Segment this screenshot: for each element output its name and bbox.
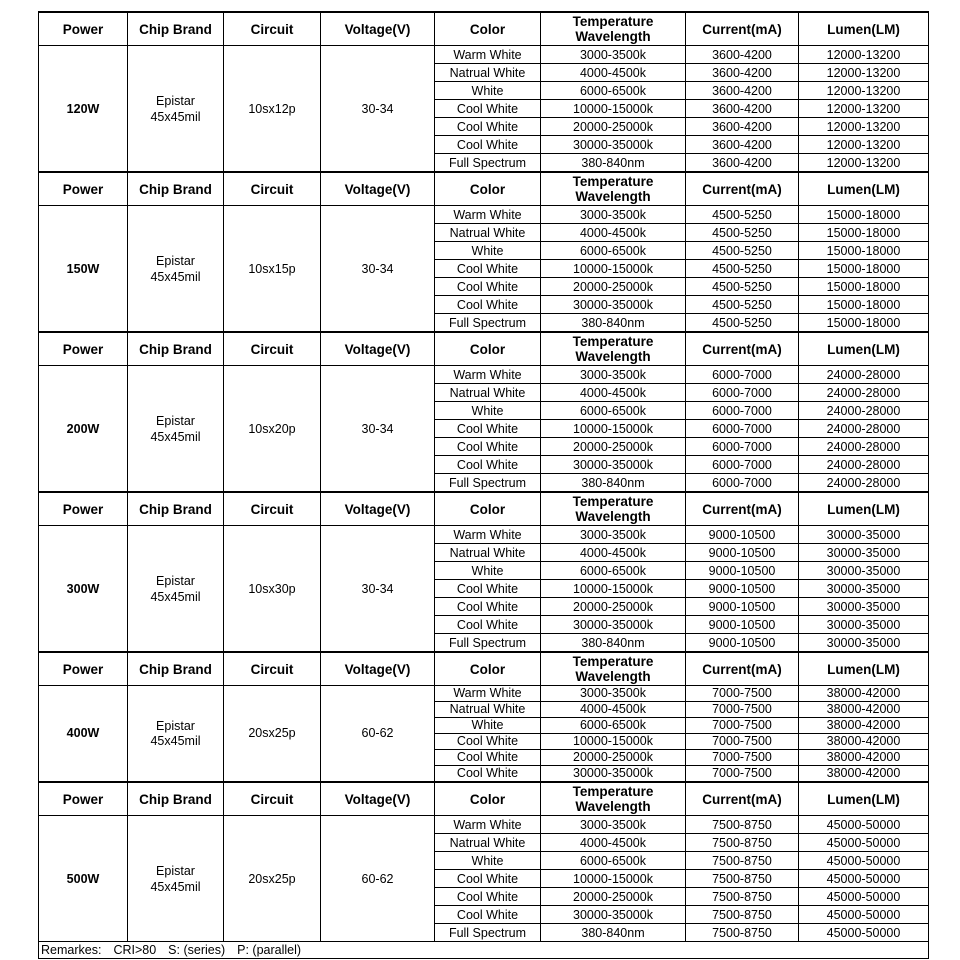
header-chip-brand: Chip Brand: [128, 172, 224, 206]
circuit-cell: 10sx30p: [224, 526, 321, 653]
current-cell: 6000-7000: [686, 456, 799, 474]
header-temperature-line2: Wavelength: [575, 189, 651, 204]
current-cell: 7500-8750: [686, 834, 799, 852]
lumen-cell: 15000-18000: [799, 224, 929, 242]
current-cell: 7000-7500: [686, 750, 799, 766]
lumen-cell: 15000-18000: [799, 278, 929, 296]
current-cell: 7000-7500: [686, 766, 799, 783]
color-cell: Natrual White: [435, 702, 541, 718]
header-temperature-line1: Temperature: [572, 14, 654, 29]
temperature-cell: 4000-4500k: [541, 544, 686, 562]
temperature-cell: 380-840nm: [541, 474, 686, 493]
circuit-cell: 10sx15p: [224, 206, 321, 333]
color-cell: Cool White: [435, 278, 541, 296]
lumen-cell: 24000-28000: [799, 438, 929, 456]
lumen-cell: 12000-13200: [799, 154, 929, 173]
header-color: Color: [435, 172, 541, 206]
table-row: [39, 816, 929, 834]
color-cell: White: [435, 82, 541, 100]
header-power: Power: [39, 652, 128, 686]
chip-size: 45x45mil: [150, 733, 201, 748]
color-cell: Warm White: [435, 686, 541, 702]
power-cell: 500W: [39, 816, 128, 942]
table-row: [39, 206, 929, 224]
lumen-cell: 24000-28000: [799, 402, 929, 420]
header-chip-brand: Chip Brand: [128, 492, 224, 526]
current-cell: 3600-4200: [686, 100, 799, 118]
header-current: Current(mA): [686, 172, 799, 206]
current-cell: 7500-8750: [686, 924, 799, 942]
temperature-cell: 20000-25000k: [541, 598, 686, 616]
color-cell: Full Spectrum: [435, 314, 541, 333]
chip-brand-cell: [128, 686, 224, 783]
temperature-cell: 3000-3500k: [541, 816, 686, 834]
lumen-cell: 38000-42000: [799, 750, 929, 766]
chip-size: 45x45mil: [150, 269, 201, 284]
current-cell: 9000-10500: [686, 580, 799, 598]
header-circuit: Circuit: [224, 172, 321, 206]
lumen-cell: 12000-13200: [799, 82, 929, 100]
voltage-cell: 30-34: [321, 366, 435, 493]
temperature-cell: 20000-25000k: [541, 118, 686, 136]
current-cell: 3600-4200: [686, 154, 799, 173]
current-cell: 6000-7000: [686, 384, 799, 402]
remarks-series: S: (series): [168, 942, 226, 957]
header-current: Current(mA): [686, 492, 799, 526]
temperature-cell: 3000-3500k: [541, 366, 686, 384]
temperature-cell: 30000-35000k: [541, 616, 686, 634]
current-cell: 3600-4200: [686, 118, 799, 136]
temperature-cell: 6000-6500k: [541, 718, 686, 734]
temperature-cell: 380-840nm: [541, 924, 686, 942]
current-cell: 9000-10500: [686, 526, 799, 544]
header-current: Current(mA): [686, 12, 799, 46]
color-cell: Warm White: [435, 46, 541, 64]
current-cell: 9000-10500: [686, 616, 799, 634]
lumen-cell: 12000-13200: [799, 136, 929, 154]
header-circuit: Circuit: [224, 652, 321, 686]
circuit-cell: 20sx25p: [224, 686, 321, 783]
header-temperature: [541, 492, 686, 526]
power-cell: 300W: [39, 526, 128, 653]
header-chip-brand: Chip Brand: [128, 12, 224, 46]
power-section: [39, 332, 929, 492]
header-lumen: Lumen(LM): [799, 12, 929, 46]
header-lumen: Lumen(LM): [799, 172, 929, 206]
current-cell: 4500-5250: [686, 260, 799, 278]
led-spec-table: [38, 11, 929, 959]
header-power: Power: [39, 12, 128, 46]
lumen-cell: 24000-28000: [799, 474, 929, 493]
temperature-cell: 4000-4500k: [541, 702, 686, 718]
lumen-cell: 38000-42000: [799, 718, 929, 734]
color-cell: Warm White: [435, 206, 541, 224]
lumen-cell: 38000-42000: [799, 686, 929, 702]
header-chip-brand: Chip Brand: [128, 782, 224, 816]
chip-brand-name: Epistar: [156, 718, 195, 733]
current-cell: 9000-10500: [686, 634, 799, 653]
temperature-cell: 10000-15000k: [541, 100, 686, 118]
color-cell: Cool White: [435, 136, 541, 154]
temperature-cell: 10000-15000k: [541, 870, 686, 888]
color-cell: Cool White: [435, 580, 541, 598]
circuit-cell: 10sx12p: [224, 46, 321, 173]
current-cell: 6000-7000: [686, 438, 799, 456]
remarks-section: [39, 942, 929, 959]
lumen-cell: 30000-35000: [799, 526, 929, 544]
voltage-cell: 60-62: [321, 816, 435, 942]
temperature-cell: 6000-6500k: [541, 82, 686, 100]
lumen-cell: 45000-50000: [799, 888, 929, 906]
lumen-cell: 30000-35000: [799, 562, 929, 580]
color-cell: Natrual White: [435, 224, 541, 242]
color-cell: White: [435, 402, 541, 420]
header-power: Power: [39, 782, 128, 816]
header-row: [39, 332, 929, 366]
lumen-cell: 12000-13200: [799, 100, 929, 118]
current-cell: 9000-10500: [686, 562, 799, 580]
power-section: [39, 782, 929, 942]
temperature-cell: 4000-4500k: [541, 384, 686, 402]
temperature-cell: 3000-3500k: [541, 46, 686, 64]
temperature-cell: 20000-25000k: [541, 438, 686, 456]
lumen-cell: 24000-28000: [799, 456, 929, 474]
header-voltage: Voltage(V): [321, 172, 435, 206]
spec-sheet: [38, 11, 928, 959]
header-temperature-line1: Temperature: [572, 784, 654, 799]
lumen-cell: 30000-35000: [799, 616, 929, 634]
current-cell: 6000-7000: [686, 402, 799, 420]
current-cell: 4500-5250: [686, 224, 799, 242]
color-cell: Cool White: [435, 296, 541, 314]
header-color: Color: [435, 332, 541, 366]
header-color: Color: [435, 782, 541, 816]
color-cell: Cool White: [435, 766, 541, 783]
header-temperature-line2: Wavelength: [575, 669, 651, 684]
header-temperature-line1: Temperature: [572, 654, 654, 669]
header-temperature-line2: Wavelength: [575, 509, 651, 524]
header-chip-brand: Chip Brand: [128, 332, 224, 366]
chip-brand-cell: [128, 206, 224, 333]
header-color: Color: [435, 12, 541, 46]
chip-brand-name: Epistar: [156, 93, 195, 108]
temperature-cell: 3000-3500k: [541, 206, 686, 224]
temperature-cell: 4000-4500k: [541, 64, 686, 82]
color-cell: Cool White: [435, 750, 541, 766]
header-power: Power: [39, 492, 128, 526]
temperature-cell: 20000-25000k: [541, 750, 686, 766]
current-cell: 7000-7500: [686, 734, 799, 750]
header-voltage: Voltage(V): [321, 782, 435, 816]
header-row: [39, 492, 929, 526]
header-temperature: [541, 782, 686, 816]
remarks-cell: [39, 942, 929, 959]
current-cell: 3600-4200: [686, 46, 799, 64]
current-cell: 3600-4200: [686, 82, 799, 100]
lumen-cell: 45000-50000: [799, 834, 929, 852]
chip-brand-cell: [128, 526, 224, 653]
color-cell: Cool White: [435, 870, 541, 888]
lumen-cell: 24000-28000: [799, 384, 929, 402]
chip-brand-cell: [128, 816, 224, 942]
lumen-cell: 12000-13200: [799, 46, 929, 64]
power-cell: 400W: [39, 686, 128, 783]
color-cell: Natrual White: [435, 64, 541, 82]
temperature-cell: 30000-35000k: [541, 906, 686, 924]
temperature-cell: 10000-15000k: [541, 420, 686, 438]
temperature-cell: 30000-35000k: [541, 766, 686, 783]
lumen-cell: 45000-50000: [799, 924, 929, 942]
temperature-cell: 6000-6500k: [541, 242, 686, 260]
lumen-cell: 45000-50000: [799, 816, 929, 834]
header-temperature-line2: Wavelength: [575, 29, 651, 44]
current-cell: 3600-4200: [686, 64, 799, 82]
temperature-cell: 380-840nm: [541, 154, 686, 173]
current-cell: 9000-10500: [686, 598, 799, 616]
header-temperature: [541, 12, 686, 46]
temperature-cell: 6000-6500k: [541, 402, 686, 420]
header-temperature: [541, 652, 686, 686]
header-lumen: Lumen(LM): [799, 652, 929, 686]
temperature-cell: 6000-6500k: [541, 852, 686, 870]
header-color: Color: [435, 652, 541, 686]
lumen-cell: 45000-50000: [799, 870, 929, 888]
header-lumen: Lumen(LM): [799, 782, 929, 816]
color-cell: Cool White: [435, 100, 541, 118]
chip-brand-name: Epistar: [156, 573, 195, 588]
color-cell: White: [435, 852, 541, 870]
current-cell: 4500-5250: [686, 314, 799, 333]
header-lumen: Lumen(LM): [799, 332, 929, 366]
lumen-cell: 38000-42000: [799, 766, 929, 783]
power-cell: 120W: [39, 46, 128, 173]
color-cell: Cool White: [435, 260, 541, 278]
lumen-cell: 30000-35000: [799, 580, 929, 598]
power-cell: 200W: [39, 366, 128, 493]
lumen-cell: 30000-35000: [799, 544, 929, 562]
color-cell: Full Spectrum: [435, 924, 541, 942]
color-cell: Full Spectrum: [435, 154, 541, 173]
header-temperature: [541, 332, 686, 366]
color-cell: Cool White: [435, 598, 541, 616]
header-current: Current(mA): [686, 332, 799, 366]
color-cell: White: [435, 718, 541, 734]
current-cell: 7500-8750: [686, 816, 799, 834]
header-color: Color: [435, 492, 541, 526]
header-chip-brand: Chip Brand: [128, 652, 224, 686]
header-power: Power: [39, 172, 128, 206]
color-cell: Cool White: [435, 616, 541, 634]
current-cell: 7500-8750: [686, 906, 799, 924]
color-cell: Natrual White: [435, 834, 541, 852]
color-cell: Cool White: [435, 906, 541, 924]
lumen-cell: 38000-42000: [799, 702, 929, 718]
color-cell: Cool White: [435, 118, 541, 136]
table-row: [39, 686, 929, 702]
color-cell: Full Spectrum: [435, 634, 541, 653]
current-cell: 7000-7500: [686, 686, 799, 702]
current-cell: 4500-5250: [686, 242, 799, 260]
header-voltage: Voltage(V): [321, 652, 435, 686]
header-power: Power: [39, 332, 128, 366]
temperature-cell: 20000-25000k: [541, 888, 686, 906]
chip-brand-name: Epistar: [156, 253, 195, 268]
table-row: [39, 366, 929, 384]
header-current: Current(mA): [686, 652, 799, 686]
power-cell: 150W: [39, 206, 128, 333]
circuit-cell: 10sx20p: [224, 366, 321, 493]
lumen-cell: 24000-28000: [799, 420, 929, 438]
lumen-cell: 15000-18000: [799, 206, 929, 224]
current-cell: 7000-7500: [686, 718, 799, 734]
voltage-cell: 30-34: [321, 206, 435, 333]
chip-size: 45x45mil: [150, 109, 201, 124]
temperature-cell: 30000-35000k: [541, 296, 686, 314]
lumen-cell: 45000-50000: [799, 906, 929, 924]
header-lumen: Lumen(LM): [799, 492, 929, 526]
voltage-cell: 60-62: [321, 686, 435, 783]
header-row: [39, 12, 929, 46]
color-cell: Cool White: [435, 438, 541, 456]
header-temperature-line1: Temperature: [572, 174, 654, 189]
header-temperature: [541, 172, 686, 206]
header-circuit: Circuit: [224, 332, 321, 366]
lumen-cell: 12000-13200: [799, 118, 929, 136]
current-cell: 4500-5250: [686, 296, 799, 314]
color-cell: Warm White: [435, 526, 541, 544]
lumen-cell: 30000-35000: [799, 598, 929, 616]
header-circuit: Circuit: [224, 12, 321, 46]
voltage-cell: 30-34: [321, 46, 435, 173]
temperature-cell: 4000-4500k: [541, 224, 686, 242]
current-cell: 6000-7000: [686, 366, 799, 384]
temperature-cell: 30000-35000k: [541, 456, 686, 474]
current-cell: 4500-5250: [686, 206, 799, 224]
color-cell: Warm White: [435, 816, 541, 834]
color-cell: Cool White: [435, 456, 541, 474]
chip-size: 45x45mil: [150, 429, 201, 444]
temperature-cell: 20000-25000k: [541, 278, 686, 296]
temperature-cell: 10000-15000k: [541, 734, 686, 750]
color-cell: Cool White: [435, 888, 541, 906]
header-temperature-line1: Temperature: [572, 494, 654, 509]
header-row: [39, 782, 929, 816]
chip-brand-name: Epistar: [156, 413, 195, 428]
temperature-cell: 380-840nm: [541, 314, 686, 333]
temperature-cell: 30000-35000k: [541, 136, 686, 154]
circuit-cell: 20sx25p: [224, 816, 321, 942]
current-cell: 3600-4200: [686, 136, 799, 154]
lumen-cell: 38000-42000: [799, 734, 929, 750]
power-section: [39, 172, 929, 332]
lumen-cell: 15000-18000: [799, 314, 929, 333]
power-section: [39, 492, 929, 652]
header-temperature-line1: Temperature: [572, 334, 654, 349]
color-cell: Cool White: [435, 734, 541, 750]
color-cell: Warm White: [435, 366, 541, 384]
temperature-cell: 3000-3500k: [541, 526, 686, 544]
current-cell: 7500-8750: [686, 852, 799, 870]
temperature-cell: 380-840nm: [541, 634, 686, 653]
current-cell: 9000-10500: [686, 544, 799, 562]
current-cell: 7500-8750: [686, 888, 799, 906]
header-voltage: Voltage(V): [321, 492, 435, 526]
header-row: [39, 172, 929, 206]
color-cell: Full Spectrum: [435, 474, 541, 493]
lumen-cell: 24000-28000: [799, 366, 929, 384]
temperature-cell: 3000-3500k: [541, 686, 686, 702]
current-cell: 7500-8750: [686, 870, 799, 888]
lumen-cell: 12000-13200: [799, 64, 929, 82]
temperature-cell: 6000-6500k: [541, 562, 686, 580]
current-cell: 7000-7500: [686, 702, 799, 718]
lumen-cell: 15000-18000: [799, 242, 929, 260]
chip-size: 45x45mil: [150, 879, 201, 894]
remarks-parallel: P: (parallel): [237, 942, 302, 957]
header-circuit: Circuit: [224, 782, 321, 816]
voltage-cell: 30-34: [321, 526, 435, 653]
color-cell: White: [435, 562, 541, 580]
power-section: [39, 652, 929, 782]
header-voltage: Voltage(V): [321, 332, 435, 366]
temperature-cell: 10000-15000k: [541, 580, 686, 598]
temperature-cell: 4000-4500k: [541, 834, 686, 852]
header-temperature-line2: Wavelength: [575, 349, 651, 364]
chip-brand-cell: [128, 366, 224, 493]
color-cell: Cool White: [435, 420, 541, 438]
table-row: [39, 46, 929, 64]
chip-brand-cell: [128, 46, 224, 173]
lumen-cell: 30000-35000: [799, 634, 929, 653]
header-current: Current(mA): [686, 782, 799, 816]
header-row: [39, 652, 929, 686]
temperature-cell: 10000-15000k: [541, 260, 686, 278]
current-cell: 4500-5250: [686, 278, 799, 296]
current-cell: 6000-7000: [686, 474, 799, 493]
header-temperature-line2: Wavelength: [575, 799, 651, 814]
lumen-cell: 45000-50000: [799, 852, 929, 870]
header-circuit: Circuit: [224, 492, 321, 526]
remarks-label: Remarkes:: [41, 942, 102, 957]
lumen-cell: 15000-18000: [799, 296, 929, 314]
remarks-cri: CRI>80: [113, 942, 157, 957]
current-cell: 6000-7000: [686, 420, 799, 438]
color-cell: White: [435, 242, 541, 260]
chip-brand-name: Epistar: [156, 863, 195, 878]
color-cell: Natrual White: [435, 544, 541, 562]
lumen-cell: 15000-18000: [799, 260, 929, 278]
header-voltage: Voltage(V): [321, 12, 435, 46]
color-cell: Natrual White: [435, 384, 541, 402]
power-section: [39, 12, 929, 172]
remarks-row: [39, 942, 929, 959]
chip-size: 45x45mil: [150, 589, 201, 604]
table-row: [39, 526, 929, 544]
